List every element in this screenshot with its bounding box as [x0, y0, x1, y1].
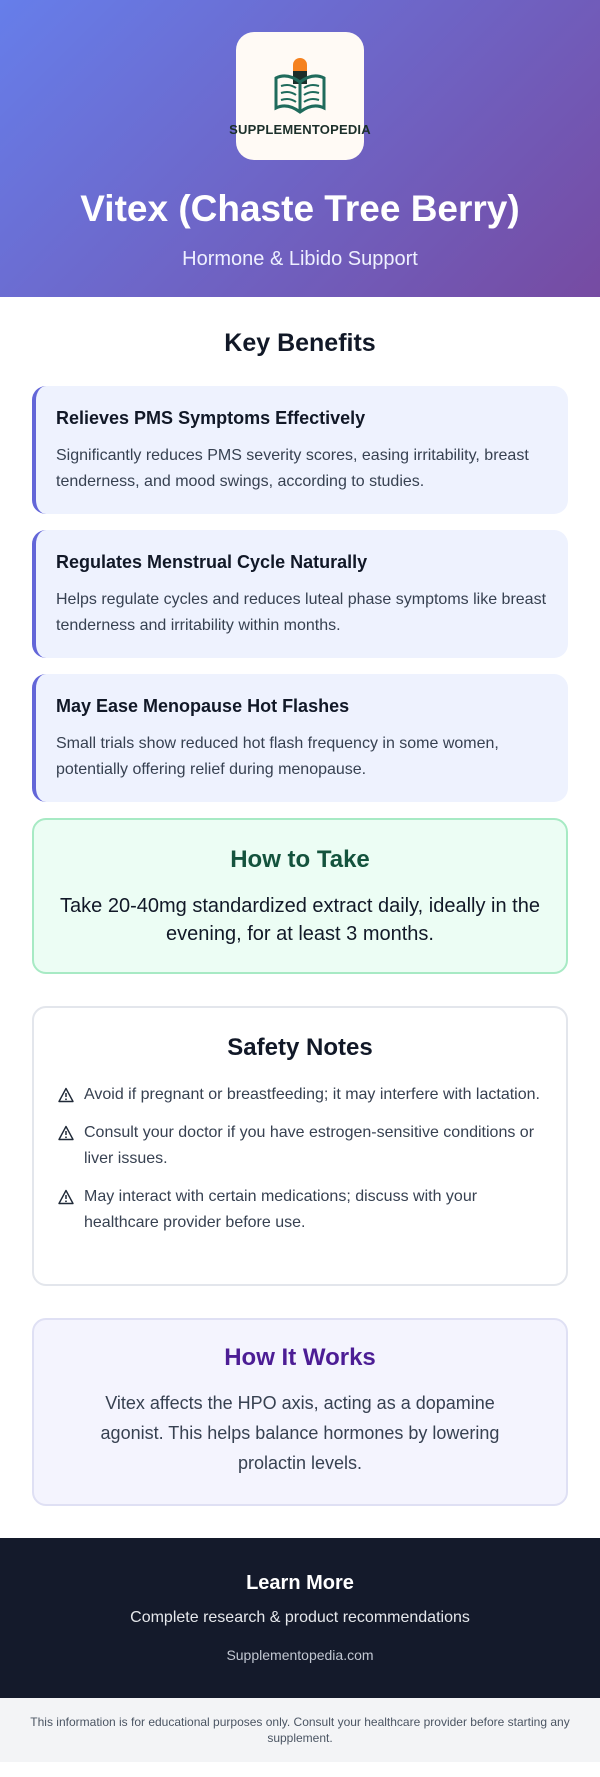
dosage-text: Take 20-40mg standardized extract daily, ideally in the evening, for at least 3 months.: [60, 895, 540, 945]
footer: [0, 1538, 600, 1698]
benefit-card: [32, 530, 568, 658]
warning-icon: [58, 1125, 74, 1141]
benefits-section: [0, 297, 600, 802]
benefit-description: Significantly reduces PMS severity scores, easing irritability, breast tenderness, and mood swings, according to studies.: [56, 447, 529, 490]
safety-text: May interact with certain medications; discuss with your healthcare provider before use.: [84, 1188, 478, 1231]
open-book-with-capsule-icon: [270, 56, 330, 116]
safety-text: Consult your doctor if you have estrogen-sensitive conditions or liver issues.: [84, 1124, 535, 1167]
warning-icon: [58, 1189, 74, 1205]
how-to-take-heading: How to Take: [230, 846, 370, 873]
page-header: [0, 0, 600, 297]
disclaimer: This information is for educational purposes only. Consult your healthcare provider before starting any supplement.: [0, 1698, 600, 1762]
benefit-description: Helps regulate cycles and reduces luteal phase symptoms like breast tenderness and irritability within months.: [56, 591, 547, 634]
website-link[interactable]: Supplementopedia.com: [226, 1647, 374, 1663]
footer-heading: Learn More: [246, 1572, 354, 1594]
how-it-works-section: [32, 1318, 568, 1506]
benefit-title: Relieves PMS Symptoms Effectively: [56, 408, 366, 428]
benefit-title: May Ease Menopause Hot Flashes: [56, 696, 350, 716]
page-title: Vitex (Chaste Tree Berry): [80, 188, 520, 229]
benefit-title: Regulates Menstrual Cycle Naturally: [56, 552, 368, 572]
brand-logo[interactable]: [229, 32, 371, 160]
page-subtitle: Hormone & Libido Support: [182, 248, 418, 270]
benefit-description: Small trials show reduced hot flash frequency in some women, potentially offering relief during menopause.: [56, 735, 499, 778]
safety-heading: Safety Notes: [227, 1034, 373, 1061]
safety-item: [58, 1120, 542, 1172]
benefits-heading: Key Benefits: [224, 329, 376, 357]
safety-item: [58, 1082, 542, 1108]
how-it-works-heading: How It Works: [224, 1344, 376, 1371]
benefit-card: [32, 674, 568, 802]
benefit-card: [32, 386, 568, 514]
brand-name: SUPPLEMENTOPEDIA: [229, 121, 371, 137]
safety-text: Avoid if pregnant or breastfeeding; it may interfere with lactation.: [84, 1086, 540, 1103]
warning-icon: [58, 1087, 74, 1103]
safety-item: [58, 1184, 542, 1236]
mechanism-text: Vitex affects the HPO axis, acting as a dopamine agonist. This helps balance hormones by lowering prolactin levels.: [100, 1393, 500, 1473]
safety-section: [32, 1006, 568, 1286]
footer-subtitle: Complete research & product recommendations: [130, 1609, 470, 1626]
how-to-take-section: [32, 818, 568, 974]
